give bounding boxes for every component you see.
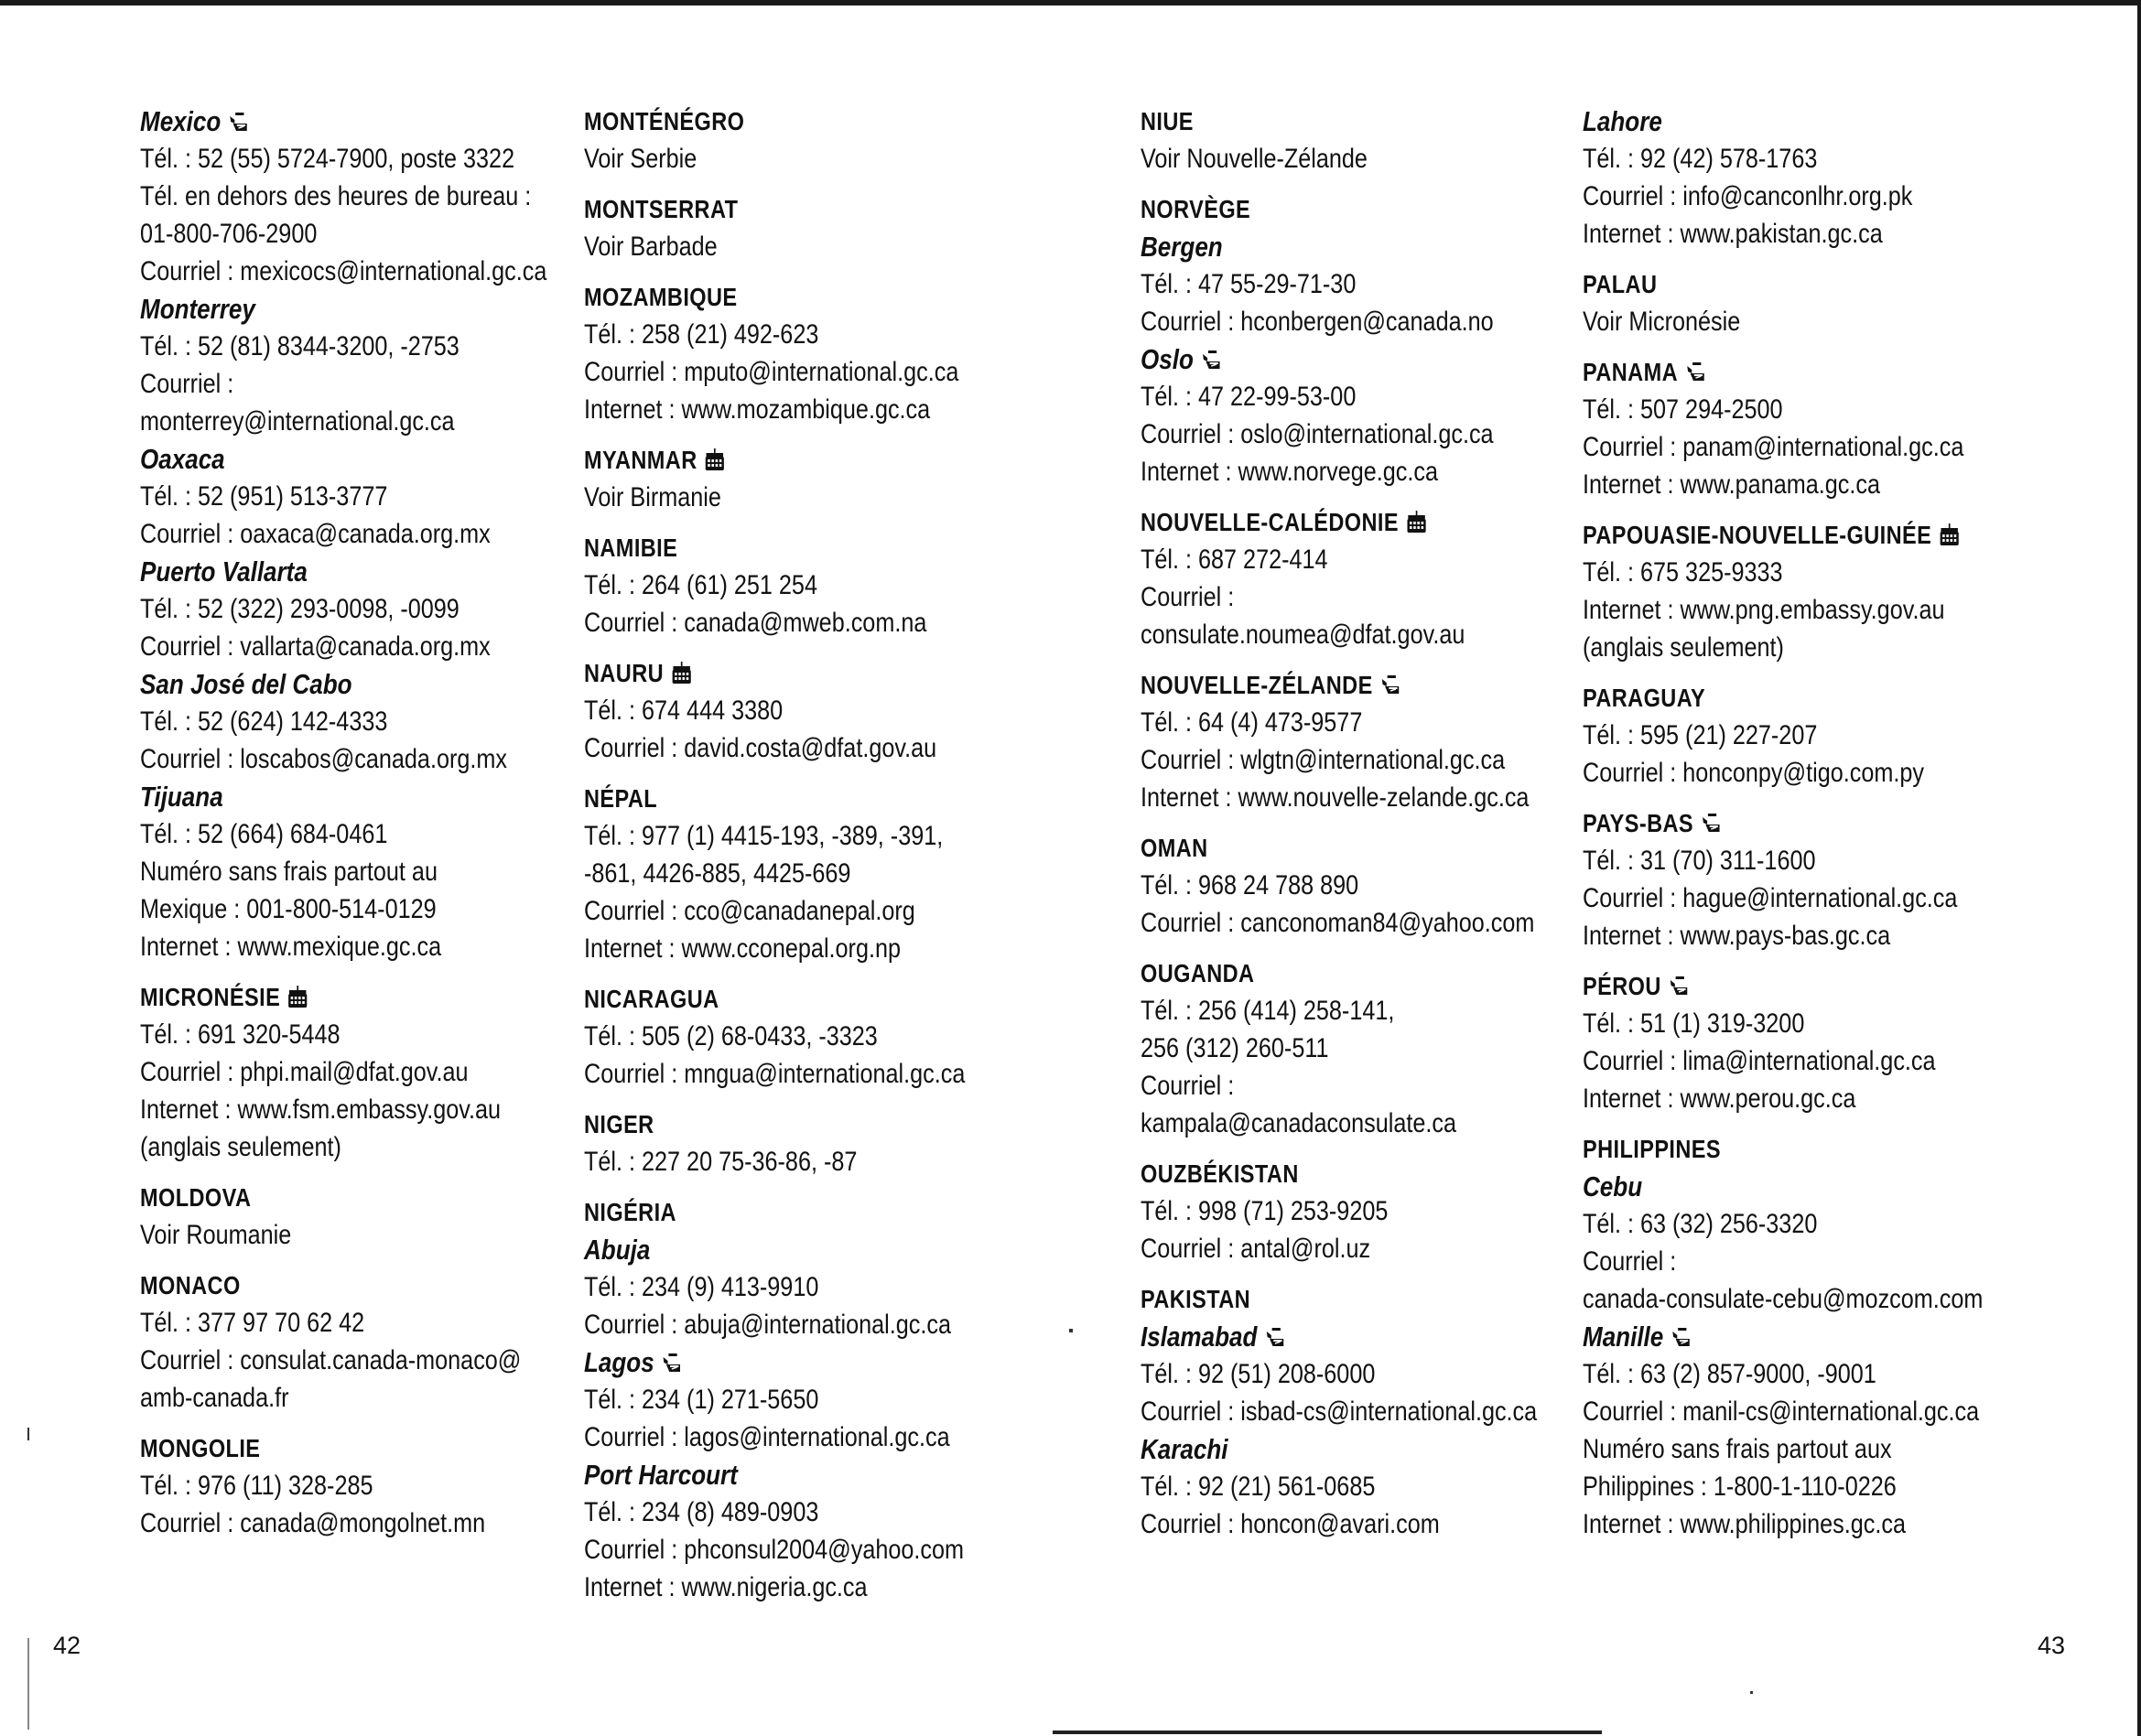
country-heading bbox=[584, 102, 946, 140]
heading-text: MONTSERRAT bbox=[584, 195, 739, 223]
contact-line: Tél. : 507 294-2500 bbox=[1583, 394, 1783, 425]
city-entry-san-jose-del-cabo bbox=[140, 665, 507, 778]
embassy-building-icon bbox=[1940, 523, 1960, 545]
contact-line: Courriel : david.costa@dfat.gov.au bbox=[584, 733, 937, 763]
city-heading bbox=[140, 290, 502, 328]
embassy-building-icon bbox=[705, 448, 725, 470]
country-entry-papouasie-nouvelle-guinee bbox=[1583, 516, 1944, 666]
contact-line: (anglais seulement) bbox=[1583, 632, 1784, 663]
country-heading bbox=[140, 1179, 502, 1216]
heading-text: Manille bbox=[1583, 1321, 1664, 1353]
contact-line: Tél. : 675 325-9333 bbox=[1583, 557, 1783, 588]
heading-text: NIUE bbox=[1141, 107, 1194, 135]
scan-speck bbox=[1069, 1329, 1073, 1332]
contact-line: Tél. : 256 (414) 258-141, bbox=[1141, 996, 1395, 1026]
consulate-icon bbox=[662, 1352, 682, 1374]
contact-line: Courriel : lagos@international.gc.ca bbox=[584, 1422, 950, 1452]
heading-text: Port Harcourt bbox=[584, 1459, 738, 1491]
consulate-icon bbox=[1685, 361, 1705, 383]
contact-line: Courriel : canada@mongolnet.mn bbox=[140, 1508, 486, 1538]
heading-text: Puerto Vallarta bbox=[140, 555, 308, 588]
country-entry-pays-bas bbox=[1583, 804, 1958, 954]
contact-line: Courriel : honconpy@tigo.com.py bbox=[1583, 758, 1924, 788]
country-heading bbox=[584, 278, 946, 316]
heading-text: MONTÉNÉGRO bbox=[584, 107, 745, 135]
contact-line: Tél. : 51 (1) 319-3200 bbox=[1583, 1008, 1805, 1039]
contact-line: Courriel : cco@canadanepal.org bbox=[584, 896, 915, 926]
country-entry-ouzbekistan bbox=[1141, 1155, 1502, 1267]
heading-text: PHILIPPINES bbox=[1583, 1135, 1722, 1163]
country-heading bbox=[1141, 503, 1502, 541]
contact-line: Tél. : 52 (322) 293-0098, -0099 bbox=[140, 594, 460, 624]
heading-text: PAKISTAN bbox=[1141, 1285, 1251, 1313]
country-heading bbox=[1141, 102, 1502, 140]
contact-line: Tél. : 47 55-29-71-30 bbox=[1141, 269, 1357, 299]
contact-line: Tél. : 977 (1) 4415-193, -389, -391, bbox=[584, 821, 944, 851]
consulate-icon bbox=[1669, 975, 1689, 997]
scan-speck bbox=[1750, 1691, 1753, 1694]
city-heading bbox=[140, 553, 502, 590]
heading-text: MONGOLIE bbox=[140, 1434, 261, 1462]
heading-text: Karachi bbox=[1141, 1433, 1228, 1465]
consulate-icon bbox=[229, 111, 249, 133]
country-heading bbox=[584, 980, 946, 1018]
contact-line: Internet : www.pakistan.gc.ca bbox=[1583, 219, 1883, 249]
city-entry-tijuana bbox=[140, 778, 502, 965]
country-entry-namibie bbox=[584, 529, 946, 642]
country-heading bbox=[1141, 190, 1502, 228]
contact-line: Tél. : 234 (1) 271-5650 bbox=[584, 1385, 819, 1415]
contact-line: Voir Birmanie bbox=[584, 482, 721, 512]
heading-text: MOZAMBIQUE bbox=[584, 283, 738, 311]
heading-text: Lagos bbox=[584, 1346, 654, 1378]
country-entry-nouvelle-caledonie bbox=[1141, 503, 1502, 653]
heading-text: MICRONÉSIE bbox=[140, 983, 281, 1011]
country-heading bbox=[1583, 804, 1944, 842]
country-heading bbox=[1583, 353, 1944, 391]
city-entry-bergen bbox=[1141, 228, 1502, 340]
city-entry-lagos bbox=[584, 1343, 950, 1456]
country-heading bbox=[584, 441, 946, 479]
contact-line: Courriel : bbox=[1583, 1246, 1677, 1277]
heading-text: NIGER bbox=[584, 1110, 654, 1138]
contact-line: Tél. : 258 (21) 492-623 bbox=[584, 319, 819, 350]
contact-line: Tél. : 92 (51) 208-6000 bbox=[1141, 1359, 1376, 1389]
country-entry-nouvelle-zelande bbox=[1141, 666, 1530, 816]
consulate-icon bbox=[1265, 1326, 1285, 1348]
country-entry-perou bbox=[1583, 967, 1944, 1117]
contact-line: Internet : www.nouvelle-zelande.gc.ca bbox=[1141, 782, 1530, 813]
country-heading bbox=[140, 1267, 502, 1304]
contact-line: Tél. : 691 320-5448 bbox=[140, 1019, 341, 1050]
city-heading bbox=[1583, 102, 1944, 140]
heading-text: NORVÈGE bbox=[1141, 195, 1251, 223]
country-heading bbox=[584, 780, 946, 817]
country-heading bbox=[584, 654, 946, 692]
consulate-icon bbox=[1201, 349, 1221, 371]
city-heading bbox=[140, 102, 502, 140]
country-heading bbox=[1141, 666, 1502, 704]
heading-text: PAYS-BAS bbox=[1583, 809, 1693, 837]
contact-line: Tél. : 52 (951) 513-3777 bbox=[140, 481, 388, 512]
contact-line: Tél. : 998 (71) 253-9205 bbox=[1141, 1196, 1389, 1226]
heading-text: Tijuana bbox=[140, 781, 223, 813]
contact-line: Courriel : mngua@international.gc.ca bbox=[584, 1059, 966, 1089]
country-heading bbox=[1583, 679, 1944, 717]
contact-line: Tél. : 687 272-414 bbox=[1141, 545, 1328, 575]
contact-line: Tél. : 63 (32) 256-3320 bbox=[1583, 1209, 1818, 1239]
city-entry-port-harcourt bbox=[584, 1456, 965, 1606]
city-entry-karachi bbox=[1141, 1430, 1502, 1543]
contact-line: Internet : www.norvege.gc.ca bbox=[1141, 457, 1438, 487]
contact-line: Tél. : 47 22-99-53-00 bbox=[1141, 382, 1357, 412]
city-heading bbox=[1583, 1318, 1944, 1355]
contact-line: Mexique : 001-800-514-0129 bbox=[140, 894, 437, 924]
embassy-building-icon bbox=[671, 662, 691, 684]
heading-text: Oaxaca bbox=[140, 443, 225, 475]
country-entry-ouganda bbox=[1141, 954, 1502, 1142]
contact-line: Tél. : 976 (11) 328-285 bbox=[140, 1471, 373, 1501]
city-entry-oaxaca bbox=[140, 440, 502, 553]
contact-line: Courriel : panam@international.gc.ca bbox=[1583, 432, 1964, 462]
contact-line: Courriel : vallarta@canada.org.mx bbox=[140, 631, 491, 662]
contact-line: Tél. : 377 97 70 62 42 bbox=[140, 1308, 365, 1338]
page-top-edge bbox=[0, 0, 2141, 5]
contact-line: Courriel : bbox=[140, 369, 234, 399]
city-heading bbox=[1141, 228, 1502, 265]
contact-line: Voir Barbade bbox=[584, 232, 718, 262]
contact-line: Internet : www.cconepal.org.np bbox=[584, 933, 902, 964]
country-heading bbox=[1141, 954, 1502, 992]
contact-line: Internet : www.mozambique.gc.ca bbox=[584, 394, 931, 425]
country-entry-monaco bbox=[140, 1267, 522, 1417]
heading-text: Islamabad bbox=[1141, 1321, 1258, 1353]
contact-line: Internet : www.pays-bas.gc.ca bbox=[1583, 921, 1891, 951]
heading-text: OUGANDA bbox=[1141, 959, 1255, 987]
contact-line: Internet : www.fsm.embassy.gov.au bbox=[140, 1094, 502, 1125]
contact-line: Courriel : bbox=[1141, 1071, 1235, 1101]
directory-column-2 bbox=[584, 102, 966, 1606]
country-entry-nauru bbox=[584, 654, 946, 767]
contact-line: Tél. : 52 (81) 8344-3200, -2753 bbox=[140, 331, 460, 361]
heading-text: NIGÉRIA bbox=[584, 1198, 676, 1226]
city-heading bbox=[584, 1456, 946, 1493]
country-heading bbox=[1583, 265, 1944, 303]
contact-line: Voir Roumanie bbox=[140, 1220, 292, 1250]
contact-line: 01-800-706-2900 bbox=[140, 219, 318, 249]
contact-line: consulate.noumea@dfat.gov.au bbox=[1141, 620, 1465, 650]
country-heading bbox=[1141, 1155, 1502, 1192]
country-entry-nicaragua bbox=[584, 980, 966, 1093]
country-entry-niger bbox=[584, 1105, 946, 1181]
contact-line: Voir Nouvelle-Zélande bbox=[1141, 144, 1368, 174]
heading-text: NICARAGUA bbox=[584, 985, 719, 1013]
contact-line: Tél. : 227 20 75-36-86, -87 bbox=[584, 1147, 858, 1177]
contact-line: Courriel : wlgtn@international.gc.ca bbox=[1141, 745, 1506, 775]
city-entry-lahore bbox=[1583, 102, 1944, 253]
city-entry-puerto-vallarta bbox=[140, 553, 502, 665]
city-heading bbox=[584, 1231, 946, 1268]
heading-text: PALAU bbox=[1583, 270, 1658, 298]
contact-line: Courriel : consulat.canada-monaco@ bbox=[140, 1345, 522, 1375]
country-entry-paraguay bbox=[1583, 679, 1944, 792]
directory-column-1 bbox=[140, 102, 547, 1542]
heading-text: MONACO bbox=[140, 1271, 241, 1299]
contact-line: Tél. : 92 (42) 578-1763 bbox=[1583, 144, 1818, 174]
heading-text: PAPOUASIE-NOUVELLE-GUINÉE bbox=[1583, 521, 1932, 549]
heading-text: Bergen bbox=[1141, 231, 1223, 263]
contact-line: 256 (312) 260-511 bbox=[1141, 1033, 1329, 1063]
heading-text: Oslo bbox=[1141, 343, 1194, 375]
contact-line: Tél. : 64 (4) 473-9577 bbox=[1141, 707, 1363, 738]
contact-line: Courriel : abuja@international.gc.ca bbox=[584, 1310, 952, 1340]
country-heading bbox=[1141, 829, 1502, 867]
directory-column-4 bbox=[1583, 102, 1984, 1543]
scan-mark bbox=[27, 1638, 29, 1730]
heading-text: NOUVELLE-CALÉDONIE bbox=[1141, 508, 1399, 536]
country-heading bbox=[1583, 1130, 1944, 1168]
city-entry-islamabad bbox=[1141, 1318, 1538, 1430]
contact-line: Tél. : 505 (2) 68-0433, -3323 bbox=[584, 1021, 878, 1051]
contact-line: Internet : www.mexique.gc.ca bbox=[140, 932, 442, 962]
consulate-icon bbox=[1380, 674, 1400, 695]
heading-text: OUZBÉKISTAN bbox=[1141, 1159, 1299, 1188]
city-entry-manille bbox=[1583, 1318, 1980, 1543]
country-entry-montenegro bbox=[584, 102, 946, 178]
heading-text: San José del Cabo bbox=[140, 668, 352, 700]
contact-line: (anglais seulement) bbox=[140, 1132, 341, 1162]
contact-line: monterrey@international.gc.ca bbox=[140, 406, 455, 437]
contact-line: Tél. : 52 (624) 142-4333 bbox=[140, 706, 388, 737]
city-entry-monterrey bbox=[140, 290, 502, 440]
contact-line: Courriel : bbox=[1141, 582, 1235, 612]
heading-text: NAMIBIE bbox=[584, 534, 678, 562]
heading-text: Mexico bbox=[140, 105, 222, 137]
country-entry-niue bbox=[1141, 102, 1502, 178]
city-heading bbox=[140, 778, 502, 815]
contact-line: Tél. : 234 (9) 413-9910 bbox=[584, 1272, 819, 1302]
country-entry-panama bbox=[1583, 353, 1964, 503]
country-entry-nepal bbox=[584, 780, 946, 967]
contact-line: Tél. : 63 (2) 857-9000, -9001 bbox=[1583, 1359, 1876, 1389]
directory-column-3 bbox=[1141, 102, 1538, 1543]
contact-line: Tél. en dehors des heures de bureau : bbox=[140, 181, 532, 211]
heading-text: PARAGUAY bbox=[1583, 684, 1706, 712]
contact-line: Voir Micronésie bbox=[1583, 307, 1741, 337]
heading-text: PANAMA bbox=[1583, 358, 1679, 386]
country-entry-oman bbox=[1141, 829, 1535, 942]
heading-text: Monterrey bbox=[140, 293, 255, 325]
page-number-left: 42 bbox=[53, 1632, 81, 1659]
city-heading bbox=[1583, 1168, 1944, 1205]
contact-line: Internet : www.png.embassy.gov.au bbox=[1583, 595, 1945, 625]
heading-text: Cebu bbox=[1583, 1170, 1643, 1202]
country-entry-micronesie bbox=[140, 978, 502, 1166]
city-entry-cebu bbox=[1583, 1168, 1984, 1318]
contact-line: Courriel : oslo@international.gc.ca bbox=[1141, 419, 1494, 449]
country-entry-pakistan bbox=[1141, 1280, 1502, 1318]
country-entry-norvege bbox=[1141, 190, 1502, 228]
contact-line: Tél. : 674 444 3380 bbox=[584, 695, 784, 726]
page-bottom-edge bbox=[1053, 1731, 1602, 1734]
country-entry-palau bbox=[1583, 265, 1944, 340]
contact-line: Courriel : manil-cs@international.gc.ca bbox=[1583, 1396, 1980, 1427]
consulate-icon bbox=[1671, 1326, 1692, 1348]
contact-line: Courriel : phpi.mail@dfat.gov.au bbox=[140, 1057, 469, 1087]
contact-line: Internet : www.nigeria.gc.ca bbox=[584, 1572, 868, 1602]
contact-line: Courriel : mexicocs@international.gc.ca bbox=[140, 256, 547, 286]
country-entry-mozambique bbox=[584, 278, 959, 428]
country-heading bbox=[1583, 516, 1944, 554]
heading-text: Lahore bbox=[1583, 105, 1662, 137]
country-heading bbox=[1583, 967, 1944, 1005]
contact-line: Courriel : antal@rol.uz bbox=[1141, 1234, 1371, 1264]
embassy-building-icon bbox=[1406, 511, 1426, 533]
country-heading bbox=[584, 1105, 946, 1143]
country-heading bbox=[140, 1429, 502, 1467]
contact-line: Tél. : 52 (664) 684-0461 bbox=[140, 819, 388, 849]
heading-text: NOUVELLE-ZÉLANDE bbox=[1141, 671, 1373, 699]
country-heading bbox=[584, 529, 946, 566]
contact-line: Numéro sans frais partout aux bbox=[1583, 1434, 1892, 1464]
contact-line: Courriel : phconsul2004@yahoo.com bbox=[584, 1535, 965, 1565]
contact-line: -861, 4426-885, 4425-669 bbox=[584, 858, 851, 889]
country-entry-myanmar bbox=[584, 441, 946, 516]
country-entry-montserrat bbox=[584, 190, 946, 265]
heading-text: OMAN bbox=[1141, 834, 1208, 862]
contact-line: amb-canada.fr bbox=[140, 1383, 289, 1413]
contact-line: Courriel : lima@international.gc.ca bbox=[1583, 1046, 1936, 1076]
city-entry-oslo bbox=[1141, 340, 1502, 491]
contact-line: Courriel : isbad-cs@international.gc.ca bbox=[1141, 1396, 1538, 1427]
country-heading bbox=[140, 978, 502, 1016]
contact-line: Internet : www.philippines.gc.ca bbox=[1583, 1509, 1906, 1539]
page-number-right: 43 bbox=[2038, 1632, 2066, 1659]
city-heading bbox=[1141, 340, 1502, 378]
heading-text: PÉROU bbox=[1583, 972, 1661, 1000]
contact-line: canada-consulate-cebu@mozcom.com bbox=[1583, 1284, 1984, 1314]
consulate-icon bbox=[1701, 812, 1721, 834]
contact-line: Tél. : 92 (21) 561-0685 bbox=[1141, 1472, 1376, 1502]
heading-text: MOLDOVA bbox=[140, 1183, 252, 1212]
contact-line: Voir Serbie bbox=[584, 144, 697, 174]
heading-text: NÉPAL bbox=[584, 784, 658, 813]
contact-line: Courriel : hague@international.gc.ca bbox=[1583, 883, 1958, 913]
contact-line: kampala@canadaconsulate.ca bbox=[1141, 1108, 1457, 1138]
heading-text: MYANMAR bbox=[584, 446, 697, 474]
contact-line: Courriel : info@canconlhr.org.pk bbox=[1583, 181, 1913, 211]
contact-line: Tél. : 595 (21) 227-207 bbox=[1583, 720, 1818, 750]
contact-line: Internet : www.perou.gc.ca bbox=[1583, 1084, 1856, 1114]
scan-mark bbox=[27, 1428, 29, 1440]
contact-line: Tél. : 264 (61) 251 254 bbox=[584, 570, 817, 600]
heading-text: NAURU bbox=[584, 659, 665, 687]
contact-line: Courriel : mputo@international.gc.ca bbox=[584, 357, 959, 387]
country-entry-nigeria bbox=[584, 1193, 946, 1231]
city-entry-mexico bbox=[140, 102, 547, 290]
country-heading bbox=[584, 190, 946, 228]
contact-line: Courriel : loscabos@canada.org.mx bbox=[140, 744, 507, 774]
country-heading bbox=[584, 1193, 946, 1231]
contact-line: Tél. : 31 (70) 311-1600 bbox=[1583, 846, 1816, 876]
contact-line: Internet : www.panama.gc.ca bbox=[1583, 469, 1880, 500]
country-entry-moldova bbox=[140, 1179, 502, 1254]
contact-line: Courriel : canconoman84@yahoo.com bbox=[1141, 908, 1535, 938]
heading-text: Abuja bbox=[584, 1234, 651, 1266]
embassy-building-icon bbox=[288, 986, 308, 1008]
contact-line: Courriel : oaxaca@canada.org.mx bbox=[140, 519, 491, 549]
contact-line: Philippines : 1-800-1-110-0226 bbox=[1583, 1472, 1897, 1502]
city-heading bbox=[140, 440, 502, 478]
page-right-edge bbox=[2137, 0, 2141, 1736]
contact-line: Numéro sans frais partout au bbox=[140, 857, 438, 887]
city-heading bbox=[1141, 1318, 1502, 1355]
contact-line: Courriel : canada@mweb.com.na bbox=[584, 608, 927, 638]
contact-line: Courriel : honcon@avari.com bbox=[1141, 1509, 1440, 1539]
country-entry-philippines bbox=[1583, 1130, 1944, 1168]
contact-line: Tél. : 234 (8) 489-0903 bbox=[584, 1497, 819, 1527]
contact-line: Courriel : hconbergen@canada.no bbox=[1141, 307, 1494, 337]
city-heading bbox=[1141, 1430, 1502, 1468]
country-entry-mongolie bbox=[140, 1429, 502, 1542]
city-entry-abuja bbox=[584, 1231, 952, 1343]
contact-line: Tél. : 968 24 788 890 bbox=[1141, 870, 1359, 900]
city-heading bbox=[584, 1343, 946, 1381]
contact-line: Tél. : 52 (55) 5724-7900, poste 3322 bbox=[140, 144, 515, 174]
country-heading bbox=[1141, 1280, 1502, 1318]
city-heading bbox=[140, 665, 502, 703]
